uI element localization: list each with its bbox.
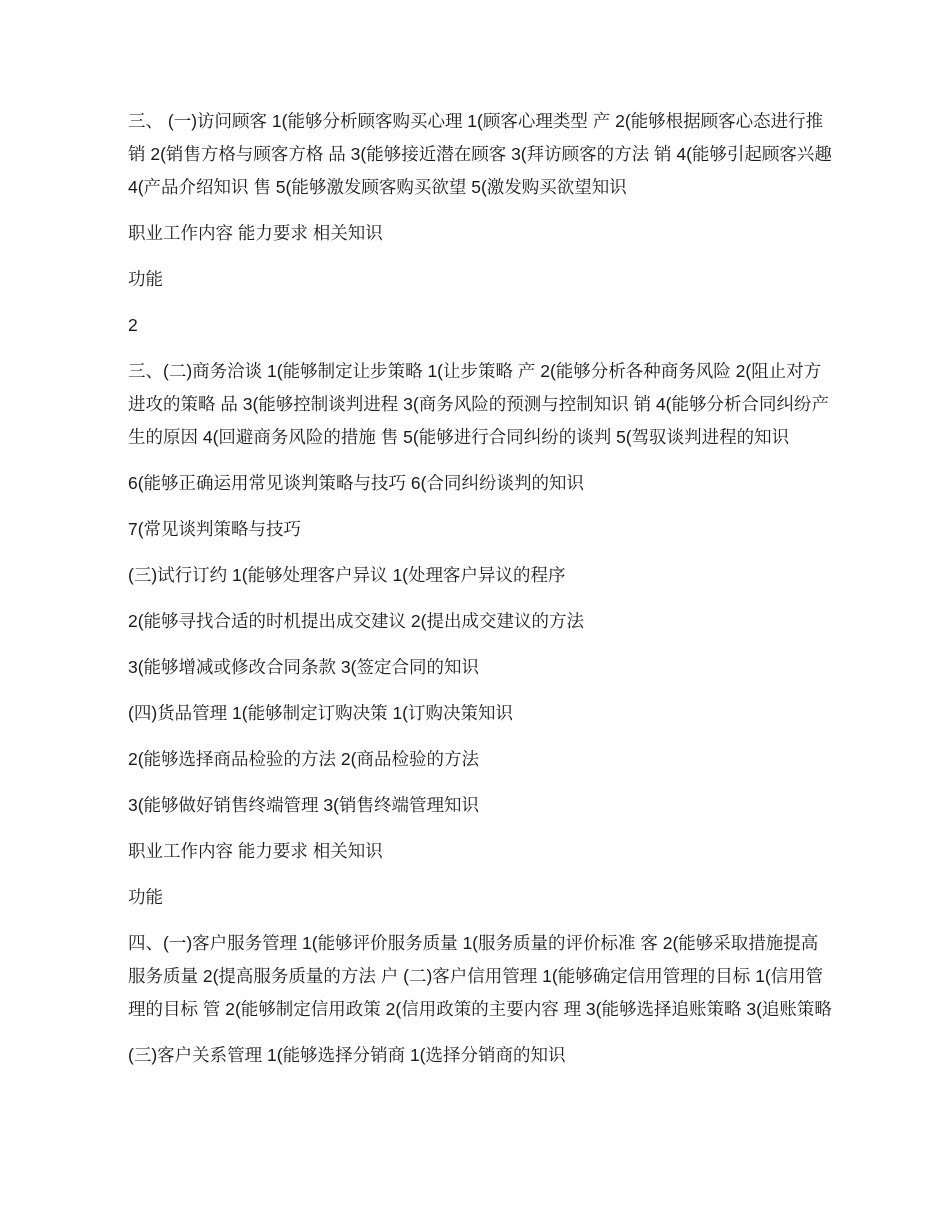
paragraph-function-label: 功能	[128, 269, 163, 289]
paragraph-section3-business-negotiation: 三、(二)商务洽谈 1(能够制定让步策略 1(让步策略 产 2(能够分析各种商务风险 2(阻止对方进攻的策略 品 3(能够控制谈判进程 3(商务风险的预测与控制知识 销 4(能够分析合同纠纷产生的原因 4(回避商务风险的措施 售 5(能够进行合同纠纷的谈判 5(驾驭谈判进程的知识	[128, 361, 829, 447]
paragraph-trial-contract-item3: 3(能够增减或修改合同条款 3(签定合同的知识	[128, 657, 479, 677]
paragraph-trial-contract-item1: (三)试行订约 1(能够处理客户异议 1(处理客户异议的程序	[128, 565, 566, 585]
paragraph-goods-management-item1: (四)货品管理 1(能够制定订购决策 1(订购决策知识	[128, 703, 513, 723]
paragraph-goods-management-item2: 2(能够选择商品检验的方法 2(商品检验的方法	[128, 749, 479, 769]
paragraph-goods-management-item3: 3(能够做好销售终端管理 3(销售终端管理知识	[128, 795, 479, 815]
paragraph-table-header-row: 职业工作内容 能力要求 相关知识	[128, 223, 383, 243]
paragraph-table-header-row-2: 职业工作内容 能力要求 相关知识	[128, 841, 383, 861]
page-number: 2	[128, 315, 138, 335]
paragraph-negotiation-item6: 6(能够正确运用常见谈判策略与技巧 6(合同纠纷谈判的知识	[128, 473, 584, 493]
paragraph-trial-contract-item2: 2(能够寻找合适的时机提出成交建议 2(提出成交建议的方法	[128, 611, 584, 631]
paragraph-section4-customer-service: 四、(一)客户服务管理 1(能够评价服务质量 1(服务质量的评价标准 客 2(能够采取措施提高服务质量 2(提高服务质量的方法 户 (二)客户信用管理 1(能够确定信用管理的目标 1(信用管理的目标 管 2(能够制定信用政策 2(信用政策的主要内容 理 3(能够选择追账策略 3(追账策略	[128, 933, 832, 1019]
paragraph-section3-visit-customers: 三、 (一)访问顾客 1(能够分析顾客购买心理 1(顾客心理类型 产 2(能够根据顾客心态进行推销 2(销售方格与顾客方格 品 3(能够接近潜在顾客 3(拜访顾客的方法 销 4(能够引起顾客兴趣 4(产品介绍知识 售 5(能够激发顾客购买欲望 5(激发购买欲望知识	[128, 111, 837, 197]
paragraph-negotiation-item7: 7(常见谈判策略与技巧	[128, 519, 302, 539]
paragraph-customer-relationship: (三)客户关系管理 1(能够选择分销商 1(选择分销商的知识	[128, 1045, 566, 1065]
paragraph-function-label-2: 功能	[128, 887, 163, 907]
